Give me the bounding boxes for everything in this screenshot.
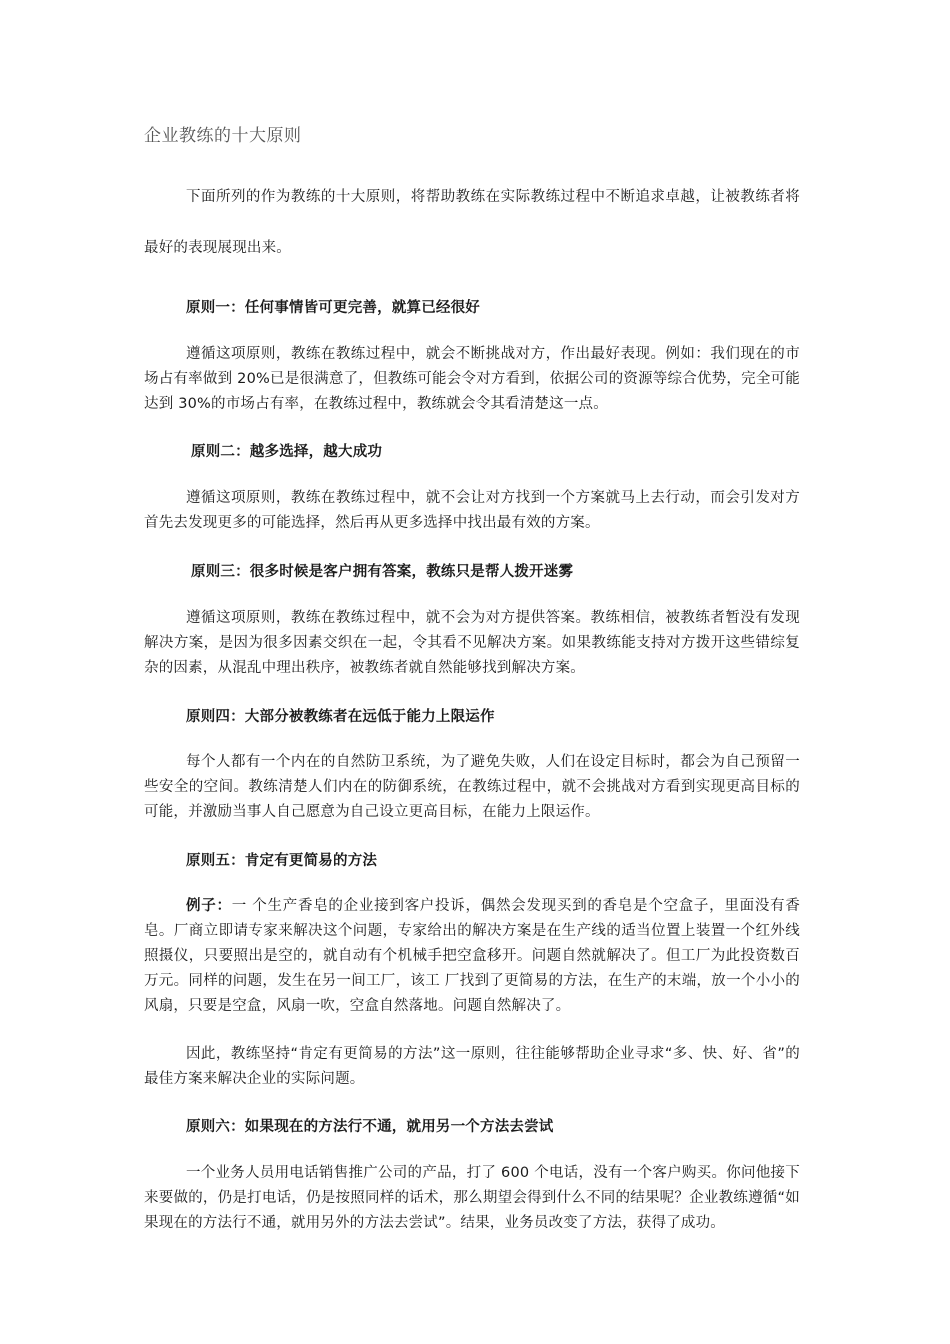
principle-4-heading: 原则四：大部分被教练者在远低于能力上限运作 (186, 709, 495, 725)
principle-1-heading: 原则一：任何事情皆可更完善，就算已经很好 (186, 300, 480, 316)
example-text: 一 个生产香皂的企业接到客户投诉，偶然会发现买到的香皂是个空盒子，里面没有香皂。厂商立即请专家来解决这个问题，专家给出的解决方案是在生产线的适当位置上装置一个红外线照摄仪，只要照出是空的，就自动有个机械手把空盒移开。问题自然就解决了。但工厂为此投资数百万元。同样的问题，发生在另一间工厂，该工 厂找到了更简易的方法，在生产的末端，放一个小小的风扇，只要是空盒，风扇一吹，空盒自然落地。问题自然解决了。 (144, 898, 800, 1014)
principle-5-body (144, 894, 800, 1019)
document-title: 企业教练的十大原则 (144, 126, 302, 146)
principle-4-body: 每个人都有一个内在的自然防卫系统，为了避免失败，人们在设定目标时，都会为自己预留一些安全的空间。教练清楚人们内在的防御系统，在教练过程中，就不会挑战对方看到实现更高目标的可能，并激励当事人自己愿意为自己设立更高目标，在能力上限运作。 (144, 754, 800, 820)
principle-2-heading: 原则二：越多选择，越大成功 (191, 444, 383, 460)
principle-5-heading: 原则五：肯定有更简易的方法 (186, 853, 378, 869)
example-label: 例子： (186, 898, 232, 914)
intro-paragraph: 下面所列的作为教练的十大原则，将帮助教练在实际教练过程中不断追求卓越，让被教练者将最好的表现展现出来。 (144, 189, 800, 256)
principle-5-conclusion: 因此，教练坚持“肯定有更简易的方法”这一原则，往往能够帮助企业寻求“多、快、好、省”的最佳方案来解决企业的实际问题。 (144, 1046, 800, 1087)
principle-3-heading: 原则三：很多时候是客户拥有答案，教练只是帮人拨开迷雾 (191, 564, 574, 580)
principle-6-heading: 原则六：如果现在的方法行不通，就用另一个方法去尝试 (186, 1119, 554, 1135)
principle-6-body: 一个业务人员用电话销售推广公司的产品，打了 600 个电话，没有一个客户购买。你问他接下来要做的，仍是打电话，仍是按照同样的话术，那么期望会得到什么不同的结果呢？企业教练遵循“如果现在的方法行不通，就用另外的方法去尝试”。结果，业务员改变了方法，获得了成功。 (144, 1165, 800, 1231)
principle-2-body: 遵循这项原则，教练在教练过程中，就不会让对方找到一个方案就马上去行动，而会引发对方首先去发现更多的可能选择，然后再从更多选择中找出最有效的方案。 (144, 490, 800, 531)
principle-1-body: 遵循这项原则，教练在教练过程中，就会不断挑战对方，作出最好表现。例如：我们现在的市场占有率做到 20%已是很满意了，但教练可能会令对方看到，依据公司的资源等综合优势，完全可能达到 30%的市场占有率，在教练过程中，教练就会令其看清楚这一点。 (144, 346, 800, 412)
principle-3-body: 遵循这项原则，教练在教练过程中，就不会为对方提供答案。教练相信，被教练者暂没有发现解决方案，是因为很多因素交织在一起，令其看不见解决方案。如果教练能支持对方拨开这些错综复杂的因素，从混乱中理出秩序，被教练者就自然能够找到解决方案。 (144, 610, 800, 676)
